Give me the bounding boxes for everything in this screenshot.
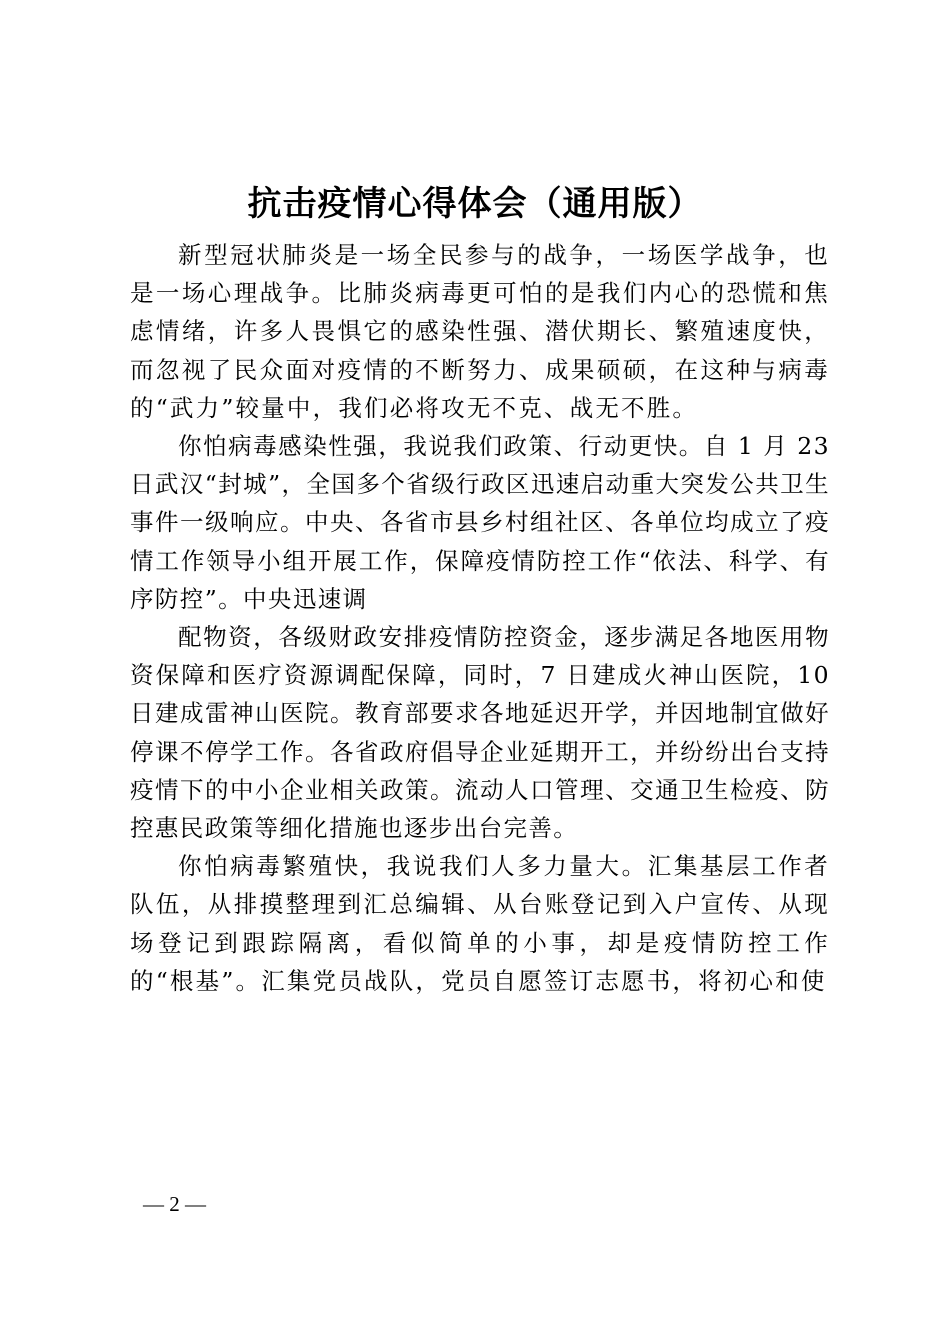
paragraph-3: 配物资，各级财政安排疫情防控资金，逐步满足各地医用物资保障和医疗资源调配保障，同时，7 日建成火神山医院，10 日建成雷神山医院。教育部要求各地延迟开学，并因地制宜做好停课不停学工作。各省政府倡导企业延期开工，并纷纷出台支持疫情下的中小企业相关政策。流动人口管理、交通卫生检疫、防控惠民政策等细化措施也逐步出台完善。 (130, 623, 830, 843)
paragraph-2: 你怕病毒感染性强，我说我们政策、行动更快。自 1 月 23 日武汉“封城”，全国多个省级行政区迅速启动重大突发公共卫生事件一级响应。中央、各省市县乡村组社区、各单位均成立了疫情工作领导小组开展工作，保障疫情防控工作“依法、科学、有序防控”。中央迅速调 (130, 432, 830, 613)
document-body (130, 236, 830, 1000)
page-title: 抗击疫情心得体会（通用版） (247, 184, 703, 224)
paragraph-4: 你怕病毒繁殖快，我说我们人多力量大。汇集基层工作者队伍，从排摸整理到汇总编辑、从台账登记到入户宣传、从现场登记到跟踪隔离，看似简单的小事，却是疫情防控工作的“根基”。汇集党员战队，党员自愿签订志愿书，将初心和使 (130, 852, 830, 995)
paragraph-1: 新型冠状肺炎是一场全民参与的战争，一场医学战争，也是一场心理战争。比肺炎病毒更可怕的是我们内心的恐慌和焦虑情绪，许多人畏惧它的感染性强、潜伏期长、繁殖速度快，而忽视了民众面对疫情的不断努力、成果硕硕，在这种与病毒的“武力”较量中，我们必将攻无不克、战无不胜。 (130, 241, 830, 422)
page-number: — 2 — (143, 1192, 206, 1216)
